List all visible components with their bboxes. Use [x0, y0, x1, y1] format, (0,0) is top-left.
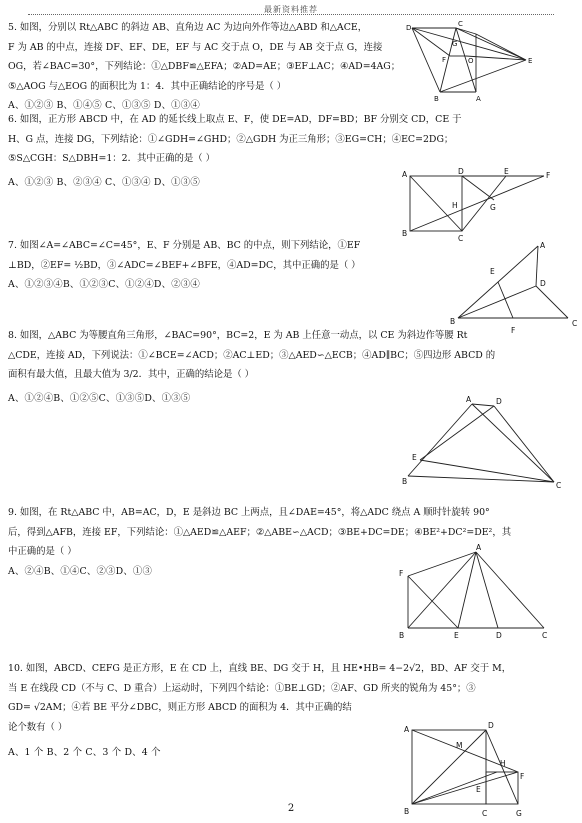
figure-q6-diagram: [396, 166, 556, 242]
figure-q8-diagram: [400, 392, 572, 492]
label: H: [452, 201, 458, 210]
label: A: [466, 395, 472, 404]
question-line: 6. 如图，正方形 ABCD 中，在 AD 的延长线上取点 E、F，使 DE=AD，DF=BD；BF 分别交 CD，CE 于: [8, 114, 462, 125]
label: M: [456, 741, 463, 750]
label: C: [482, 809, 488, 818]
question-line: 5. 如图，分别以 Rt△ABC 的斜边 AB、直角边 AC 为边向外作等边△ABD 和△ACE，: [8, 22, 368, 33]
answer-options: A、①②③④B、①②③C、①②④D、②③④: [8, 279, 200, 290]
label: D: [488, 721, 494, 730]
question-5: [8, 18, 400, 116]
label: H: [500, 759, 506, 768]
label: F: [511, 326, 516, 335]
label: B: [399, 631, 405, 640]
question-line: ⑤△AOG 与△EOG 的面积比为 1：4．其中正确结论的序号是（ ）: [8, 80, 287, 92]
label: C: [556, 481, 562, 490]
label: E: [454, 631, 459, 640]
figure-q8: [400, 392, 572, 492]
answer-options: A、1 个 B、2 个 C、3 个 D、4 个: [8, 747, 161, 758]
label: F: [442, 56, 447, 64]
label: O: [468, 57, 474, 65]
figure-q6: [396, 166, 556, 242]
figure-q7: [448, 238, 582, 336]
question-line: 中正确的是（ ）: [8, 546, 77, 557]
figure-q9: [396, 540, 556, 644]
label: F: [546, 171, 551, 180]
question-line: ⊥BD，②EF= ½BD，③∠ADC=∠BEF+∠BFE，④AD=DC，其中正确的是（ ）: [8, 259, 361, 271]
label: B: [402, 229, 408, 238]
label: A: [402, 170, 408, 179]
label: G: [516, 809, 522, 818]
label: D: [540, 279, 546, 288]
question-6: [8, 110, 462, 192]
label: G: [452, 40, 458, 48]
label: D: [458, 167, 464, 176]
label: A: [476, 95, 481, 103]
label: E: [528, 57, 533, 65]
question-line: 论个数有（ ）: [8, 721, 68, 733]
question-line: 面积有最大值，且最大值为 3/2．其中，正确的结论是（ ）: [8, 369, 255, 380]
figure-q7-diagram: [448, 238, 582, 336]
question-7: [8, 236, 361, 295]
question-line: 8. 如图，△ABC 为等腰直角三角形，∠BAC=90°，BC=2，E 为 AB 上任意一动点，以 CE 为斜边作等腰 Rt: [8, 330, 468, 341]
label: B: [434, 95, 439, 103]
label: E: [476, 785, 481, 794]
page-number: 2: [287, 803, 295, 814]
question-line: 7. 如图∠A=∠ABC=∠C=45°，E、F 分别是 AB、BC 的中点，则下列结论，①EF: [8, 240, 361, 251]
question-line: F 为 AB 的中点，连接 DF、EF、DE，EF 与 AC 交于点 O，DE 与 AB 交于点 G，连接: [8, 41, 383, 53]
figure-q5-diagram: [398, 16, 538, 104]
question-line: H、G 点，连接 DG，下列结论：①∠GDH=∠GHD；②△GDH 为正三角形；③EG=CH；④EC=2DG；: [8, 133, 454, 145]
question-line: 10. 如图，ABCD、CEFG 是正方形，E 在 CD 上，直线 BE、DG 交于 H，且 HE•HB= 4−2√2，BD、AF 交于 M，: [8, 663, 512, 674]
question-line: 后，得到△AFB，连接 EF，下列结论：①△AED≌△AEF；②△ABE∽△ACD；③BE+DC=DE；④BE²+DC²=DE²，其: [8, 526, 512, 538]
figure-q5: [398, 16, 538, 104]
label: A: [404, 725, 410, 734]
label: C: [542, 631, 548, 640]
answer-options: A、①②④B、①②⑤C、①③⑤D、①③⑤: [8, 392, 191, 404]
label: F: [520, 772, 525, 781]
figure-q9-diagram: [396, 540, 556, 644]
label: A: [476, 543, 482, 552]
question-line: OG，若∠BAC=30°，下列结论：①△DBF≌△EFA；②AD=AE；③EF⊥AC；④AD=4AG；: [8, 61, 401, 72]
label: A: [540, 241, 546, 250]
label: F: [399, 569, 404, 578]
question-line: △CDE，连接 AD，下列说法：①∠BCE=∠ACD；②AC⊥ED；③△AED∽△ECB；④AD∥BC；⑤四边形 ABCD 的: [8, 349, 496, 361]
label: D: [496, 631, 502, 640]
label: B: [402, 477, 408, 486]
label: E: [490, 267, 495, 276]
label: B: [404, 807, 410, 816]
answer-options: A、①②③ B、②③④ C、①③④ D、①③⑤: [8, 176, 200, 188]
label: D: [496, 397, 502, 406]
question-line: ⑤S△CGH：S△DBH=1：2．其中正确的是（ ）: [8, 153, 215, 164]
label: B: [450, 317, 456, 326]
label: G: [490, 203, 496, 212]
label: D: [406, 24, 412, 32]
answer-options: A、①②③ B、①④⑤ C、①③⑤ D、①③④: [8, 100, 200, 111]
page-header: 最新资料推荐: [264, 5, 318, 14]
label: E: [504, 167, 509, 176]
header-divider: [28, 14, 554, 15]
label: C: [458, 234, 464, 242]
question-line: 当 E 在线段 CD（不与 C、D 重合）上运动时，下列四个结论：①BE⊥GD；②AF、GD 所夹的锐角为 45°；③: [8, 682, 476, 694]
answer-options: A、②④B、①④C、②③D、①③: [8, 565, 153, 577]
label: E: [412, 453, 417, 462]
question-line: 9. 如图，在 Rt△ABC 中，AB=AC，D，E 是斜边 BC 上两点，且∠DAE=45°，将△ADC 绕点 A 顺时针旋转 90°: [8, 507, 490, 518]
question-line: GD= √2AM；④若 BE 平分∠DBC，则正方形 ABCD 的面积为 4．其中正确的结: [8, 702, 352, 713]
label: C: [458, 20, 463, 28]
label: C: [572, 319, 578, 328]
